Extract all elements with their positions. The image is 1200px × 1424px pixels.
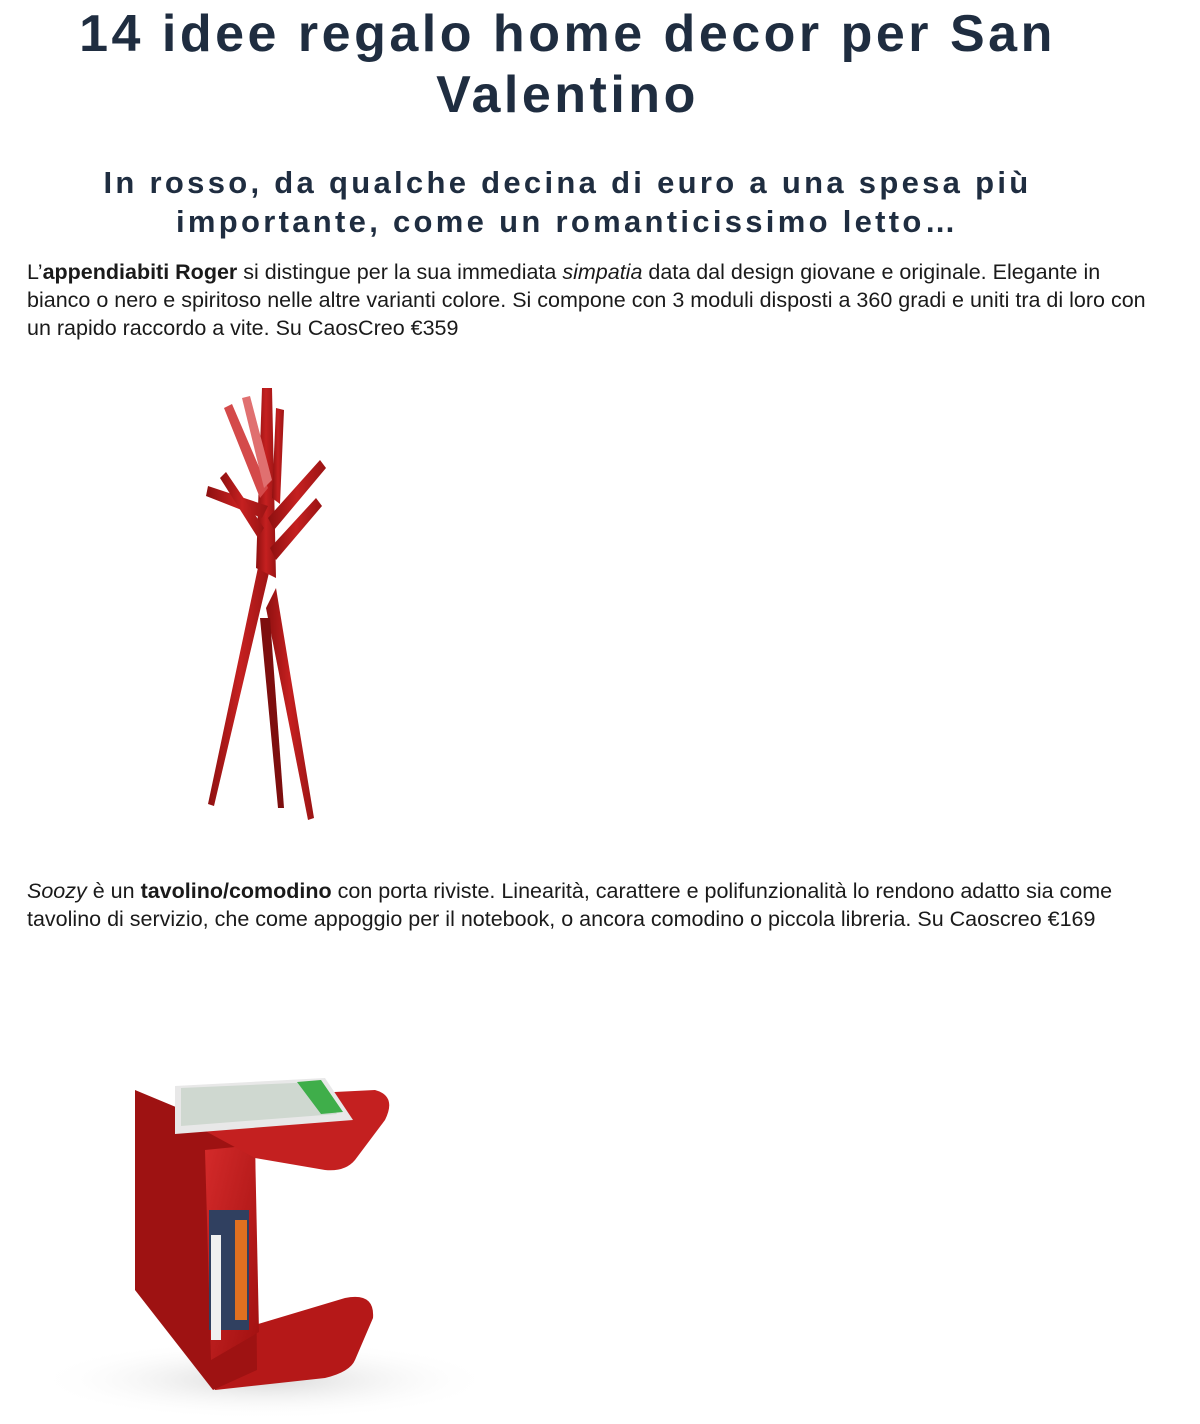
soozy-text-1: è un [86,879,141,903]
page-subtitle: In rosso, da qualche decina di euro a una spesa più importante, come un romanticissimo letto… [103,165,1032,239]
red-side-table-icon [25,1060,515,1424]
side-table-shape [35,1078,495,1420]
roger-description [27,258,1147,342]
coat-stand-shape [206,388,326,820]
roger-italic: simpatia [562,260,643,284]
page-title: 14 idee regalo home decor per San Valentino [79,5,1056,124]
soozy-description [27,877,1157,933]
roger-text-2: data dal design giovane e originale. Elegante in bianco o nero e spiritoso nelle altre varianti colore. Si compone con 3 moduli disposti a 360 gradi e uniti tra di loro con un rapido raccordo a vite. Su CaosCreo €359 [27,260,1146,340]
roger-product-name: appendiabiti Roger [42,260,238,284]
soozy-text-2: con porta riviste. Linearità, carattere e polifunzionalità lo rendono adatto sia come tavolino di servizio, che come appoggio per il notebook, o ancora comodino o piccola libreria. Su Caoscreo €169 [27,879,1113,931]
roger-prefix: L’ [27,260,43,284]
soozy-product-type: tavolino/comodino [140,879,332,903]
soozy-italic-name: Soozy [27,879,87,903]
roger-text-1: si distingue per la sua immediata [237,260,563,284]
red-coat-stand-icon [180,368,350,838]
